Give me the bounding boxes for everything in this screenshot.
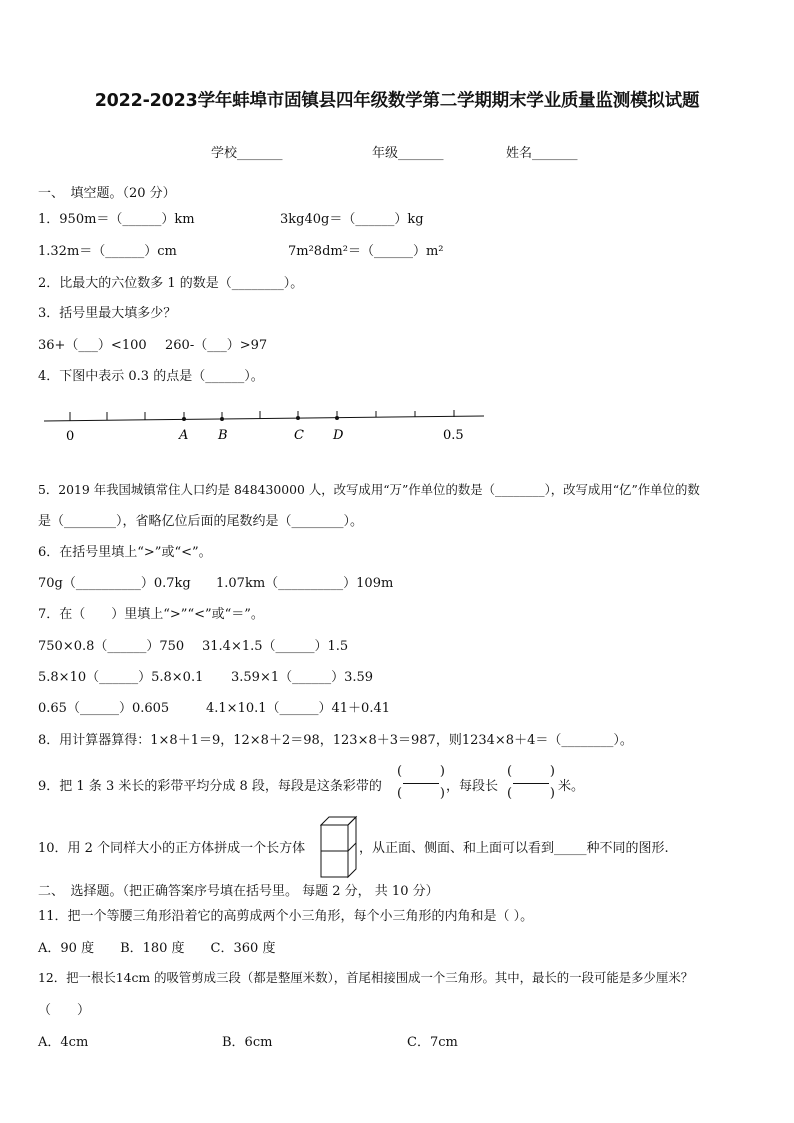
label-c: C: [294, 428, 304, 443]
q12-answer-blank: （ ）: [38, 1003, 91, 1018]
point-a-dot: [182, 417, 186, 421]
q10-part1: 10．用 2 个同样大小的正方体拼成一个长方体: [38, 841, 306, 856]
q2: 2．比最大的六位数多 1 的数是（________）。: [38, 276, 304, 291]
section-1-heading: 一、 填空题。（20 分）: [38, 186, 176, 201]
fraction-blank-1: ( ) ( ): [397, 764, 445, 801]
fraction-blank-2: ( ) ( ): [507, 764, 555, 801]
q3-b: 260-（___）>97: [165, 338, 268, 353]
point-c-dot: [296, 416, 300, 420]
point-b-dot: [220, 417, 224, 421]
q9-part2: ，每段长: [446, 779, 499, 794]
q10-part2: ，从正面、侧面、和上面可以看到_____种不同的图形.: [359, 841, 669, 856]
q1-b: 3kg40g＝（______）kg: [280, 212, 424, 227]
q8: 8．用计算器算得：1×8＋1＝9，12×8＋2＝98，123×8＋3＝987，则1234×8＋4＝（________）。: [38, 733, 633, 748]
q12-stem: 12．把一根长14cm 的吸管剪成三段（都是整厘米数），首尾相接围成一个三角形。其中，最长的一段可能是多少厘米？: [38, 970, 694, 985]
label-zero: 0: [66, 429, 75, 444]
q11-options: A．90 度 B．180 度 C．360 度: [38, 941, 276, 956]
q4-stem: 4．下图中表示 0.3 的点是（______）。: [38, 369, 264, 384]
q1-c: 1.32m＝（______）cm: [38, 244, 177, 259]
label-a: A: [179, 428, 189, 443]
label-end: 0.5: [443, 428, 464, 443]
q7-r2a: 5.8×10（______）5.8×0.1: [38, 670, 204, 685]
q5-line1: 5．2019 年我国城镇常住人口约是 848430000 人，改写成用“万”作单位的数是（________），改写成用“亿”作单位的数: [38, 482, 700, 497]
q7-r2b: 3.59×1（______）3.59: [231, 670, 374, 685]
q9-part1: 9．把 1 条 3 米长的彩带平均分成 8 段，每段是这条彩带的: [38, 779, 382, 794]
q3-a: 36+（___）<100: [38, 338, 147, 353]
q7-stem: 7．在（ ）里填上“>”“<”或“＝”。: [38, 607, 264, 622]
q9-part3: 米。: [558, 779, 585, 794]
q7-r3b: 4.1×10.1（______）41＋0.41: [206, 701, 390, 716]
q6-stem: 6．在括号里填上“>”或“<”。: [38, 545, 212, 560]
school-field: 学校_______: [211, 146, 283, 161]
q5-line2: 是（________），省略亿位后面的尾数约是（________）。: [38, 514, 364, 529]
q7-r1a: 750×0.8（______）750: [38, 639, 185, 654]
point-d-dot: [335, 416, 339, 420]
q12-option-a: A．4cm: [38, 1035, 89, 1050]
q12-option-b: B．6cm: [222, 1035, 273, 1050]
page-title: 2022-2023学年蚌埠市固镇县四年级数学第二学期期末学业质量监测模拟试题: [94, 91, 700, 111]
q7-r1b: 31.4×1.5（______）1.5: [202, 639, 349, 654]
label-b: B: [218, 428, 228, 443]
number-line: [40, 405, 490, 449]
q7-r3a: 0.65（______）0.605: [38, 701, 170, 716]
q3-stem: 3．括号里最大填多少？: [38, 306, 177, 321]
section-2-heading: 二、 选择题。（把正确答案序号填在括号里。 每题 2 分， 共 10 分）: [38, 884, 439, 899]
cuboid-figure: [320, 815, 358, 879]
q1-d: 7m²8dm²＝（______）m²: [288, 244, 444, 259]
number-line-axis: [44, 416, 484, 421]
name-field: 姓名_______: [506, 146, 578, 161]
q11-stem: 11．把一个等腰三角形沿着它的高剪成两个小三角形，每个小三角形的内角和是（ ）。: [38, 909, 534, 924]
q1-a: 1．950m＝（______）km: [38, 212, 195, 227]
q12-option-c: C．7cm: [407, 1035, 458, 1050]
q6-b: 1.07km（__________）109m: [216, 576, 394, 591]
label-d: D: [333, 428, 344, 443]
q6-a: 70g（__________）0.7kg: [38, 576, 191, 591]
grade-field: 年级_______: [372, 146, 444, 161]
